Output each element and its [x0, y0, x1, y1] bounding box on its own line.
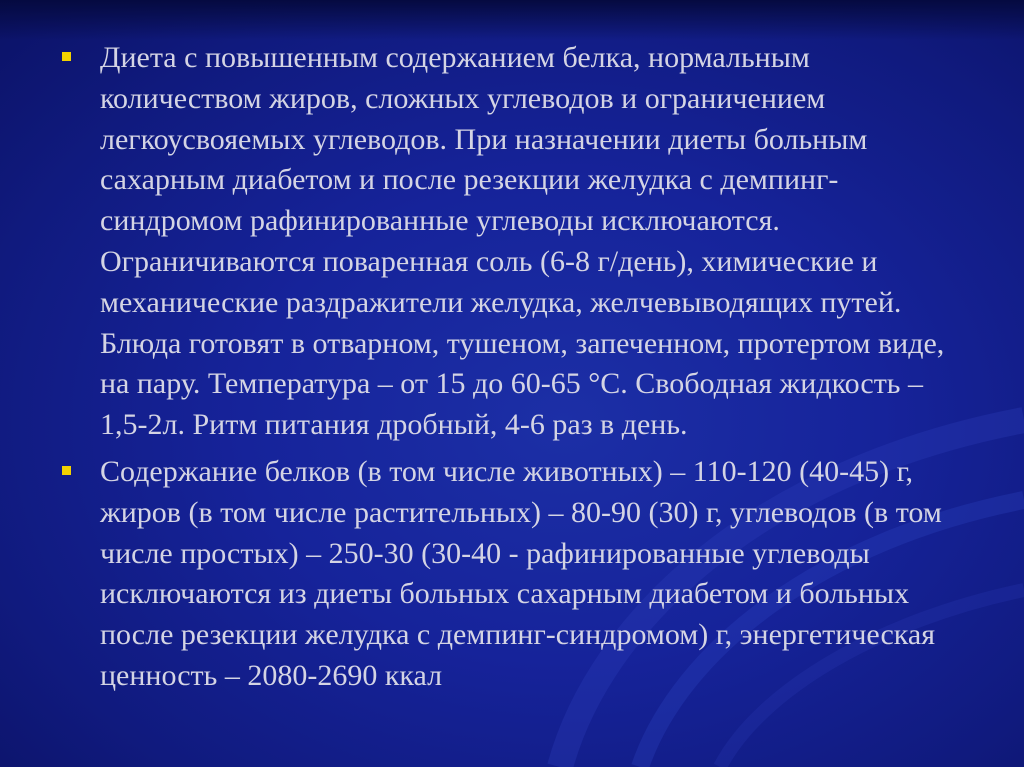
square-bullet-icon: [62, 52, 71, 61]
bullet-item-diet-description: [62, 38, 962, 446]
bullet-text: Диета с повышенным содержанием белка, нормальным количеством жиров, сложных углеводов и ограничением легкоусвояемых углеводов. При назначении диеты больным сахарным диабетом и после резекции желудка с демпинг-синдромом рафинированные углеводы исключаются. Ограничиваются поваренная соль (6-8 г/день), химические и механические раздражители желудка, желчевыводящих путей. Блюда готовят в отварном, тушеном, запеченном, протертом виде, на пару. Температура – от 15 до 60-65 °С. Свободная жидкость – 1,5-2л. Ритм питания дробный, 4-6 раз в день.: [100, 41, 945, 442]
top-dark-band: [0, 0, 1024, 40]
square-bullet-icon: [62, 466, 71, 475]
bullet-item-nutrient-content: [62, 452, 962, 697]
bullet-text: Содержание белков (в том числе животных) – 110-120 (40-45) г, жиров (в том числе растительных) – 80-90 (30) г, углеводов (в том числе простых) – 250-30 (30-40 - рафинированные углеводы исключаются из диеты больных сахарным диабетом и больных после резекции желудка с демпинг-синдромом) г, энергетическая ценность – 2080-2690 ккал: [100, 454, 942, 692]
slide-content: [62, 38, 962, 703]
